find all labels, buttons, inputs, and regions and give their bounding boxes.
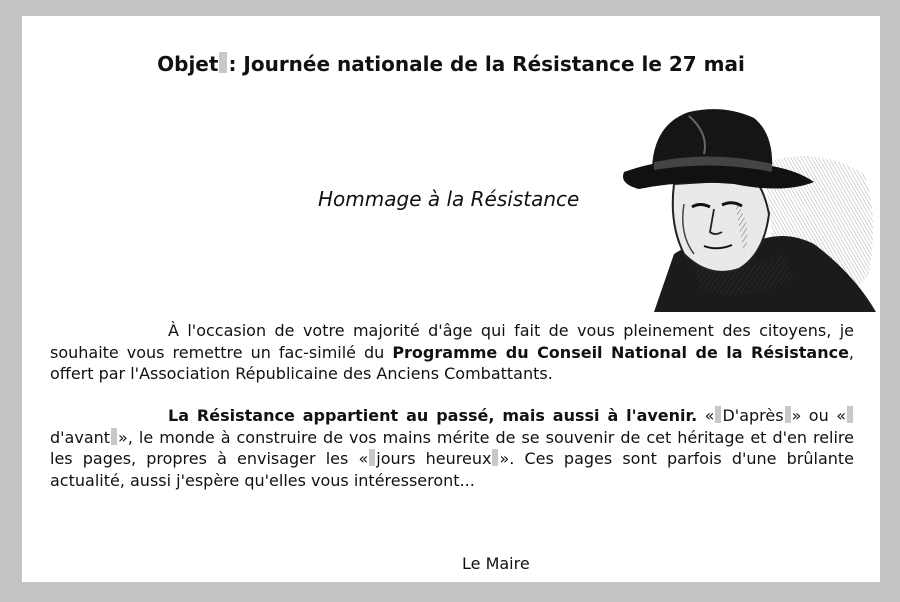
word-ou: ou — [801, 406, 837, 425]
highlight-mark — [785, 406, 791, 423]
highlight-mark — [111, 428, 117, 445]
subject-line — [22, 52, 880, 76]
paragraph2-text-b: . Ces pages sont parfois d'une brûlante actualité, aussi j'espère qu'elles vous intéresseront... — [50, 449, 855, 490]
quote-open: « — [704, 406, 715, 425]
portrait-illustration — [614, 104, 884, 312]
phrase-jours-heureux: jours heureux — [376, 449, 492, 468]
quote-open: « — [836, 406, 846, 425]
paragraph-resistance — [50, 405, 854, 491]
highlight-mark — [219, 52, 227, 73]
quote-open: « — [358, 449, 369, 468]
subject-text: : Journée nationale de la Résistance le 27 mai — [228, 52, 745, 76]
paragraph2-text-a: , le monde à construire de vos mains mérite de se souvenir de cet héritage et d'en relire les pages, propres à envisager les — [50, 427, 854, 468]
quote-close: » — [499, 449, 510, 468]
document-page — [22, 16, 880, 582]
paragraph1-text-a: À l'occasion de votre majorité d'âge qui fait de vous pleinement des citoyens, je souhaite vous remettre un fac-similé du — [50, 321, 854, 362]
paragraph1-text-b: , offert par l'Association Républicaine des Anciens Combattants. — [50, 342, 855, 383]
word-dapres: D'après — [722, 406, 784, 425]
programme-cnr-title: Programme du Conseil National de la Résistance — [392, 342, 849, 362]
paragraph-majority — [50, 320, 854, 385]
highlight-mark — [492, 449, 498, 466]
quote-close: » — [118, 427, 128, 447]
signature-le-maire: Le Maire — [462, 554, 530, 573]
highlight-mark — [847, 406, 853, 423]
highlight-mark — [369, 449, 375, 466]
objet-label: Objet — [157, 52, 219, 76]
quote-close: » — [791, 406, 802, 425]
word-davant: d'avant — [50, 427, 111, 447]
highlight-mark — [715, 406, 721, 423]
tribute-heading: Hommage à la Résistance — [318, 187, 580, 211]
resistance-statement: La Résistance appartient au passé, mais aussi à l'avenir. — [168, 406, 698, 425]
